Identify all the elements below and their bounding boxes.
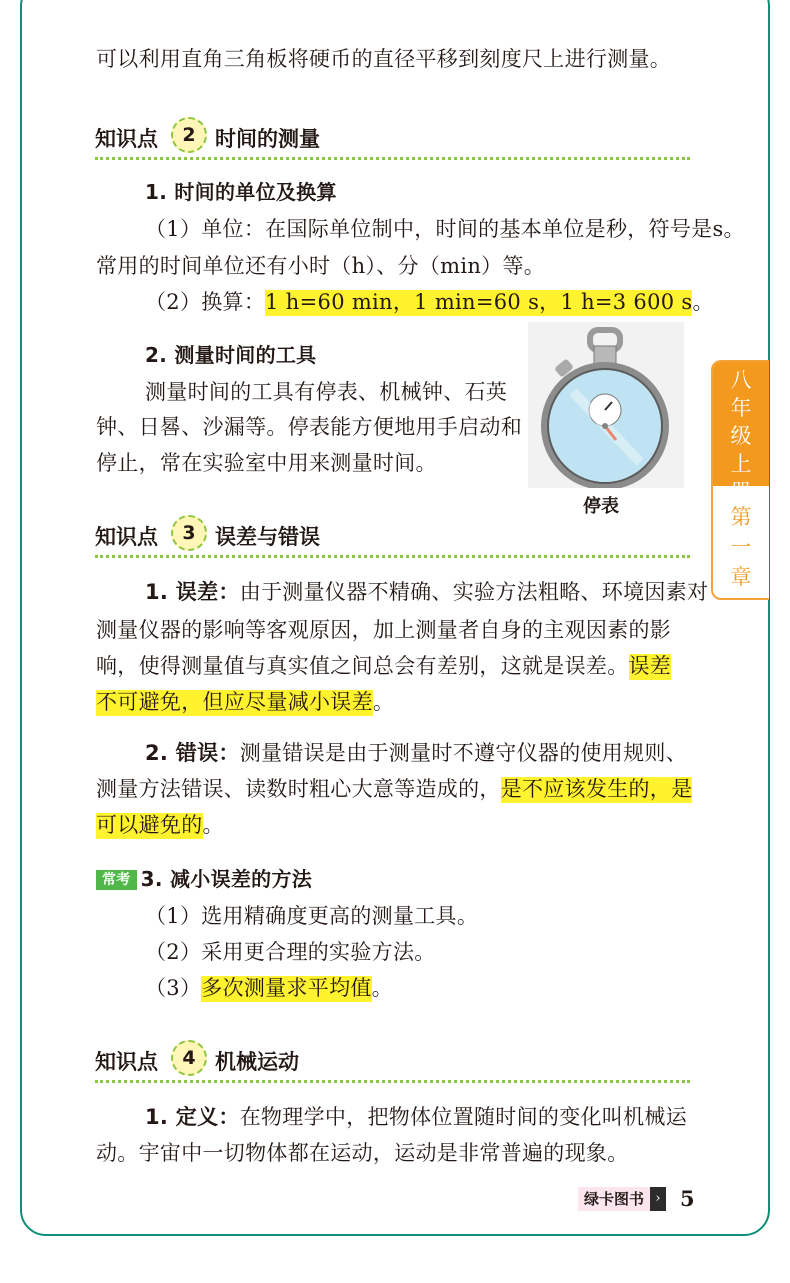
paragraph-line: （1）单位：在国际单位制中，时间的基本单位是秒，符号是s。 [145,217,745,241]
section-title: 误差与错误 [215,525,320,549]
paragraph-line [96,651,671,681]
text-span: 3. 减小误差的方法 [140,867,313,891]
text-span: 响，使得测量值与真实值之间总会有差别，这就是误差。 [96,654,629,678]
paragraph-line [96,774,692,804]
inline-heading: 1. 定义： [145,1105,240,1129]
grade-text: 八年级上册 [730,368,752,504]
section-number-badge: 4 [171,1040,207,1076]
paragraph-line: 常用的时间单位还有小时（h）、分（min）等。 [96,254,546,278]
chapter-side-tab[interactable] [711,360,769,600]
section-title: 机械运动 [215,1050,299,1074]
paragraph-line [145,738,687,768]
paragraph-line [145,287,714,317]
paragraph-line: 测量时间的工具有停表、机械钟、石英 [145,380,508,404]
text-span: （2）换算： [145,290,266,314]
knowledge-label: 知识点 [95,127,158,151]
paragraph-line: 测量仪器的影响等客观原因，加上测量者自身的主观因素的影 [96,618,672,642]
paragraph-line: 停止，常在实验室中用来测量时间。 [96,451,437,475]
page-footer [578,1186,695,1214]
frequent-exam-tag: 常考 [96,870,137,890]
list-item [145,973,393,1003]
highlighted-text: 可以避免的 [96,813,203,837]
knowledge-label: 知识点 [95,525,158,549]
paragraph-line [96,810,224,840]
section-title: 时间的测量 [215,127,320,151]
text-span: 。 [372,690,395,714]
list-item: （1）选用精确度更高的测量工具。 [145,904,479,928]
knowledge-label: 知识点 [95,1050,158,1074]
text-span: 。 [692,290,714,314]
inline-heading: 1. 误差： [145,580,240,604]
subheading: 1. 时间的单位及换算 [145,180,337,204]
text-span: 在物理学中，把物体位置随时间的变化叫机械运 [239,1105,688,1129]
highlighted-text: 不可避免，但应尽量减小误差 [96,690,373,714]
section-number-badge: 2 [171,117,207,153]
text-span: （3） [145,976,202,1000]
list-item: （2）采用更合理的实验方法。 [145,940,436,964]
paragraph-line [96,687,394,717]
grade-label [713,362,769,504]
subheading [96,864,312,894]
page-number: 5 [680,1186,695,1211]
highlighted-text: 误差 [628,654,672,678]
text-span: 测量错误是由于测量时不遵守仪器的使用规则、 [239,741,688,765]
paragraph-line [145,1102,687,1132]
section-number-badge: 3 [171,515,207,551]
intro-line: 可以利用直角三角板将硬币的直径平移到刻度尺上进行测量。 [96,47,672,71]
subheading: 2. 测量时间的工具 [145,343,317,367]
arrow-icon: › [650,1187,666,1211]
image-caption: 停表 [583,496,619,517]
paragraph-line [145,577,708,607]
chapter-label [713,502,769,592]
text-span: 。 [371,976,393,1000]
highlighted-text: 1 h=60 min，1 min=60 s，1 h=3 600 s [265,290,693,314]
text-span: 由于测量仪器不精确、实验方法粗略、环境因素对 [239,580,709,604]
stopwatch-image [528,322,684,488]
section-header-4 [95,1040,690,1083]
text-span: 测量方法错误、读数时粗心大意等造成的， [96,777,501,801]
section-header-2 [95,117,690,160]
highlighted-text: 是不应该发生的，是 [500,777,693,801]
inline-heading: 2. 错误： [145,741,240,765]
paragraph-line: 动。宇宙中一切物体都在运动，运动是非常普遍的现象。 [96,1141,629,1165]
highlighted-text: 多次测量求平均值 [201,976,372,1000]
paragraph-line: 钟、日晷、沙漏等。停表能方便地用手启动和 [96,415,522,439]
chapter-text: 第一章 [730,505,752,589]
section-header-3 [95,515,690,558]
text-span: 。 [202,813,224,837]
publisher-brand: 绿卡图书 [578,1187,650,1211]
